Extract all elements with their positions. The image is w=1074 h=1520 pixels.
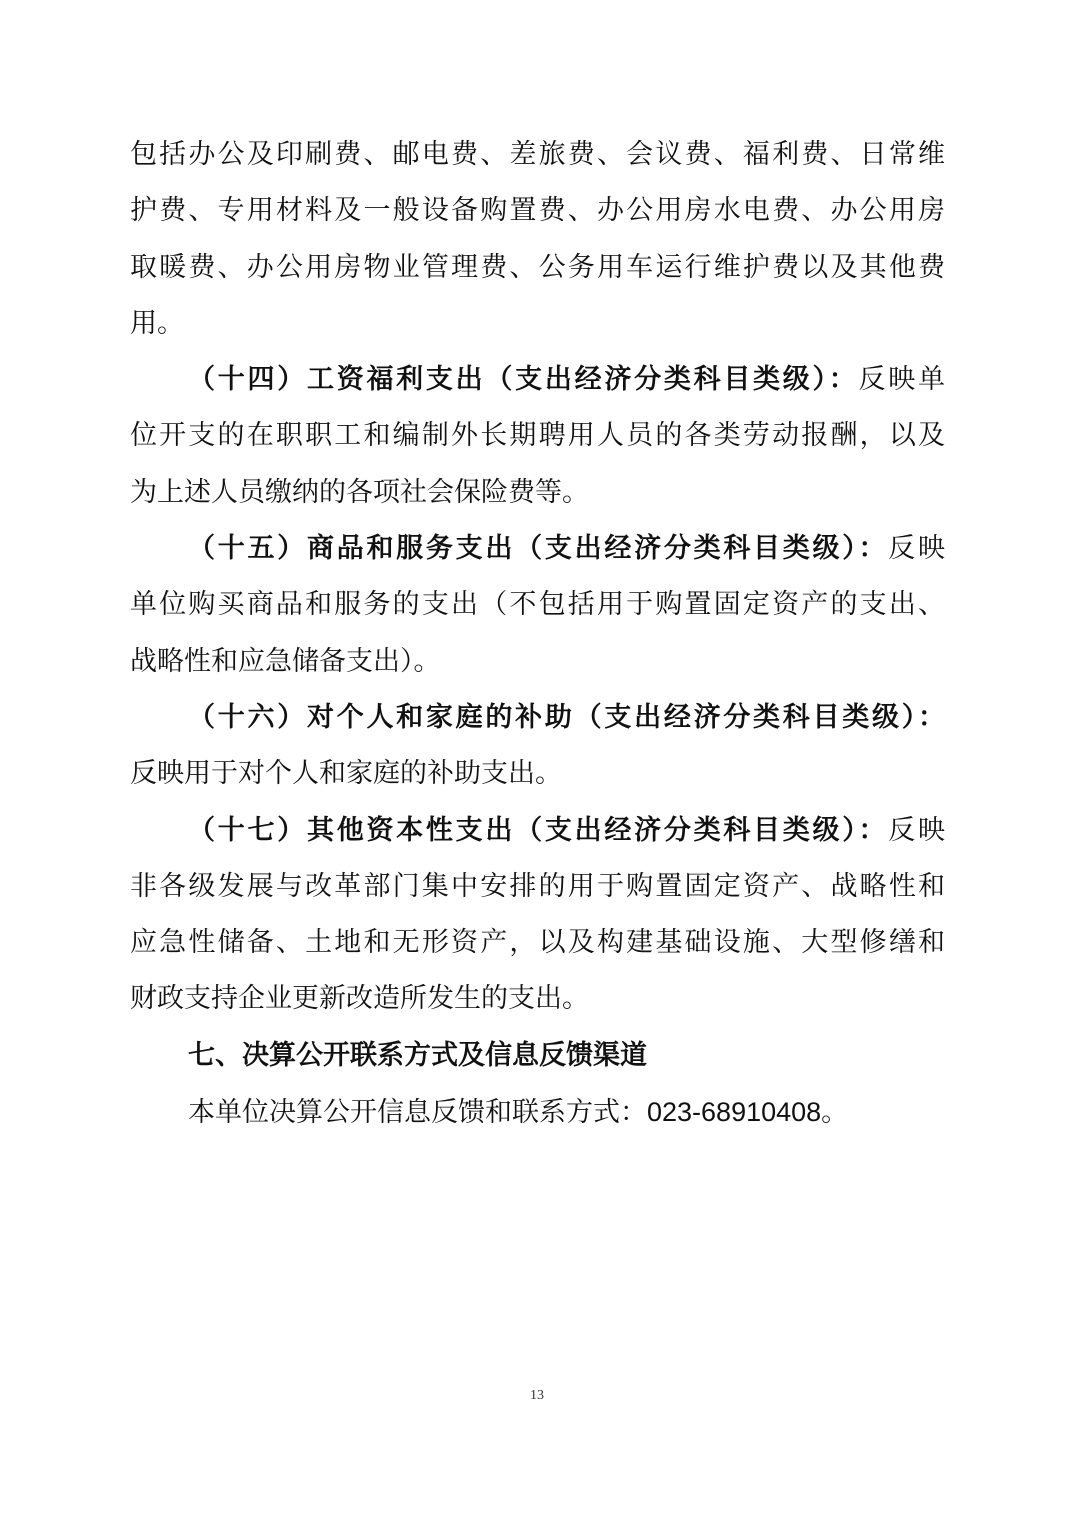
text-line xyxy=(130,971,945,1027)
text-line xyxy=(130,521,945,577)
text-line xyxy=(130,577,945,633)
text-segment: 非各级发展与改革部门集中安排的用于购置固定资产、战略性和 xyxy=(130,870,945,902)
text-segment: 反映用于对个人和家庭的补助支出。 xyxy=(130,758,562,790)
text-line xyxy=(130,296,945,352)
text-segment: 本单位决算公开信息反馈和联系方式： xyxy=(188,1097,647,1129)
paragraph xyxy=(130,803,945,1028)
text-line xyxy=(130,859,945,915)
text-segment: 023-68910408 xyxy=(647,1097,822,1128)
text-segment: 用。 xyxy=(130,307,184,339)
bold-term: （十六）对个人和家庭的补助（支出经济分类科目类级）： xyxy=(188,701,945,733)
text-segment: 战略性和应急储备支出）。 xyxy=(130,645,441,677)
bold-term: 七、决算公开联系方式及信息反馈渠道 xyxy=(188,1039,647,1071)
text-segment: 护费、专用材料及一般设备购置费、办公用房水电费、办公用房 xyxy=(130,195,945,227)
page-number: 13 xyxy=(530,1388,544,1403)
text-line xyxy=(130,127,945,183)
text-line xyxy=(130,240,945,296)
document-body xyxy=(130,127,945,1140)
paragraph xyxy=(130,352,945,521)
text-segment: 位开支的在职职工和编制外长期聘用人员的各类劳动报酬，以及 xyxy=(130,420,945,452)
paragraph xyxy=(130,521,945,690)
paragraph xyxy=(130,1084,945,1140)
bold-term: （十四）工资福利支出（支出经济分类科目类级）： xyxy=(188,364,859,396)
text-segment: 为上述人员缴纳的各项社会保险费等。 xyxy=(130,476,589,508)
paragraph xyxy=(130,690,945,803)
section-heading xyxy=(130,1028,945,1084)
text-line xyxy=(130,803,945,859)
text-line xyxy=(130,1028,945,1084)
text-line xyxy=(130,915,945,971)
text-line xyxy=(130,1084,945,1140)
text-segment: 取暖费、办公用房物业管理费、公务用车运行维护费以及其他费 xyxy=(130,251,945,283)
text-segment: 应急性储备、土地和无形资产，以及构建基础设施、大型修缮和 xyxy=(130,927,945,959)
text-line xyxy=(130,465,945,521)
text-segment: 包括办公及印刷费、邮电费、差旅费、会议费、福利费、日常维 xyxy=(130,139,945,170)
text-segment: 反映 xyxy=(888,814,945,846)
paragraph xyxy=(130,127,945,352)
text-line xyxy=(130,408,945,464)
bold-term: （十七）其他资本性支出（支出经济分类科目类级）： xyxy=(188,814,889,846)
text-segment: 反映单 xyxy=(858,364,945,396)
bold-term: （十五）商品和服务支出（支出经济分类科目类级）： xyxy=(188,533,889,565)
text-segment: 财政支持企业更新改造所发生的支出。 xyxy=(130,983,589,1015)
text-line xyxy=(130,634,945,690)
text-segment: 反映 xyxy=(888,533,945,565)
text-line xyxy=(130,746,945,802)
text-segment: 单位购买商品和服务的支出（不包括用于购置固定资产的支出、 xyxy=(130,589,945,621)
text-line xyxy=(130,183,945,239)
text-line xyxy=(130,690,945,746)
text-segment: 。 xyxy=(821,1097,849,1129)
text-line xyxy=(130,352,945,408)
